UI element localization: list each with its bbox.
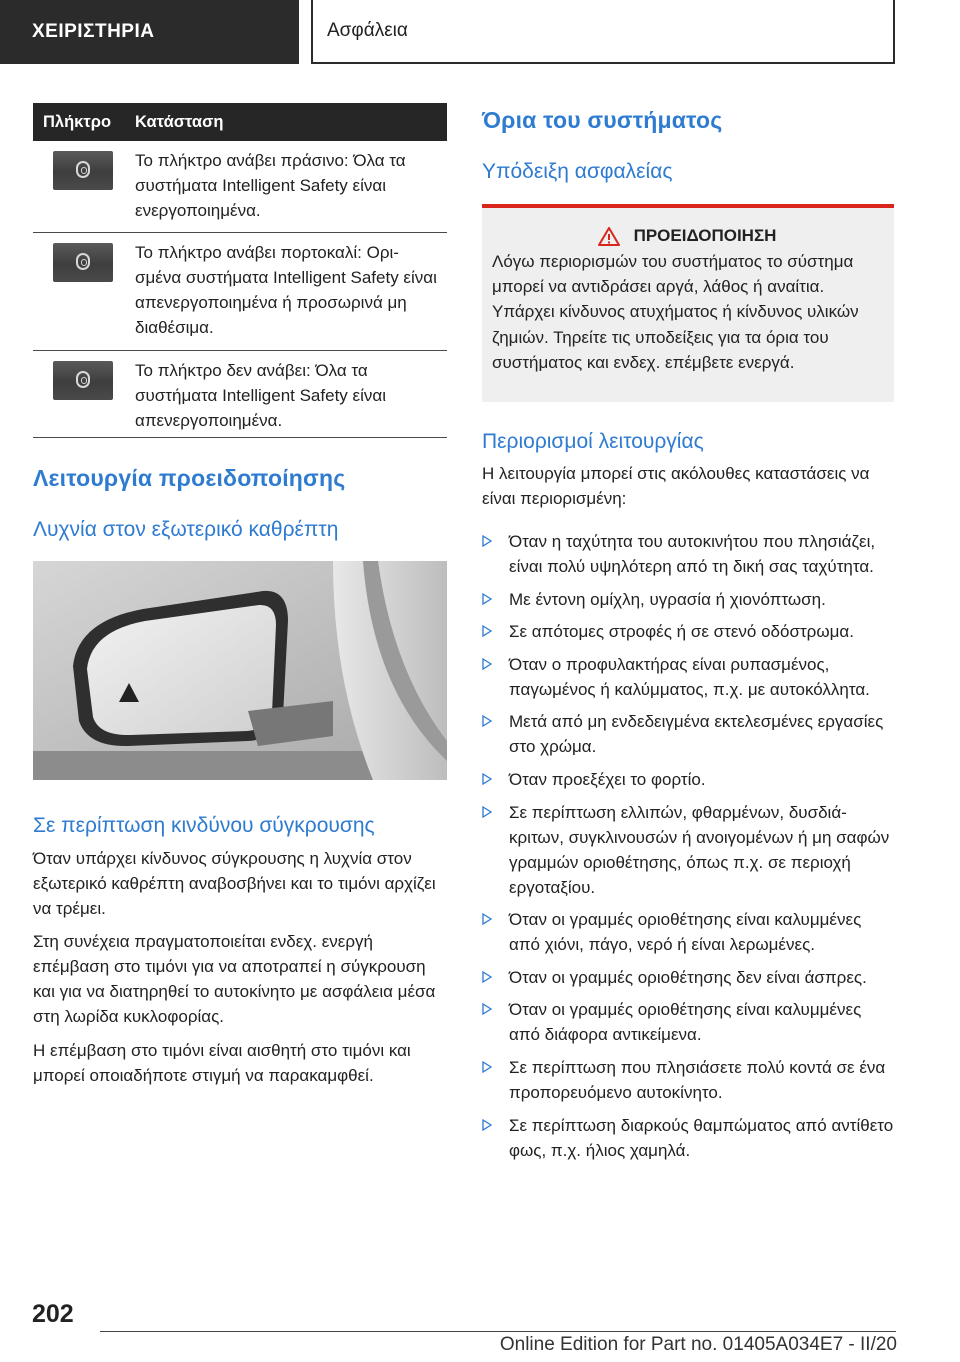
button-status-table [33,103,447,438]
list-item-text: Όταν οι γραμμές οριοθέτησης είναι καλυμμένες από διάφορα αντικείμενα. [509,1000,862,1045]
list-item-text: Σε περίπτωση ελλιπών, φθαρμένων, δυσδιάκριτων, συγκλινουσών ή ανοιγομένων ή μη σαφών γραμμών οριοθέτησης, όπως π.χ. σε περιοχή εργοταξίου. [509,802,890,897]
footer-divider [100,1331,896,1332]
bullet-triangle-icon [482,1061,492,1073]
list-item-text: Όταν η ταχύτητα του αυτοκινήτου που πλησιάζει, είναι πολύ υψηλότερη από τη δική σας ταχύτητα. [509,532,876,576]
heading-collision-risk: Σε περίπτωση κινδύνου σύγκρουσης [33,814,375,837]
safety-button-icon [53,361,113,400]
list-item-text: Σε περίπτωση που πλησιάσετε πολύ κοντά σε ένα προπορευόμενο αυτοκίνητο. [509,1057,886,1102]
paragraph-collision-2: Στη συνέχεια πραγματοποιείται ενδεχ. ενεργή επέμβαση στο τιμόνι για να αποτραπεί η σύγκρουση και για να διατηρηθεί το αυτοκίνητο με ασφάλεια μέσα στη λωρίδα κυκλοφορίας. [33,932,436,1026]
list-item-text: Όταν προεξέχει το φορτίο. [509,769,706,789]
list-item [482,767,896,792]
list-item [482,619,896,644]
list-item [482,709,896,759]
table-header [33,103,447,141]
bullet-triangle-icon [482,535,492,547]
bullet-triangle-icon [482,773,492,785]
list-item-text: Όταν οι γραμμές οριοθέτησης είναι καλυμμένες από χιόνι, πάγο, νερό ή είναι λερωμένες. [509,910,862,955]
table-row [33,141,447,233]
list-item [482,652,896,702]
warning-text: Λόγω περιορισμών του συστήματος το σύστημα μπορεί να αντιδράσει αργά, λάθος ή αναίτια. Υπάρχει κίνδυνος ατυχήματος ή κίνδυνος υλικών ζημιών. Τηρείτε τις υποδείξεις για τα όρια του συστήματος και ενδεχ. επέμβετε ενεργά. [492,252,859,372]
heading-safety-note: Υπόδειξη ασφαλείας [482,160,673,183]
bullet-triangle-icon [482,913,492,925]
list-item-text: Όταν ο προφυλακτήρας είναι ρυπασμένος, παγωμένος ή καλύμματος, π.χ. με αυτοκόλλητα. [509,654,870,699]
list-item [482,529,896,579]
list-item [482,907,896,957]
safety-button-icon [53,243,113,282]
side-mirror-image [33,561,447,780]
paragraph-collision-1: Όταν υπάρχει κίνδυνος σύγκρουσης η λυχνία στον εξωτερικό καθρέπτη αναβοσβήνει και το τιμόνι αρχίζει να τρέμει. [33,849,436,918]
bullet-triangle-icon [482,971,492,983]
paragraph-collision-3: Η επέμβαση στο τιμόνι είναι αισθητή στο τιμόνι και μπορεί οποιαδήποτε στιγμή να παρακαμφθεί. [33,1041,411,1085]
warning-triangle-icon [598,227,620,246]
edition-note: Online Edition for Part no. 01405A034E7 - II/20 [499,1334,897,1355]
heading-system-limits: Όρια του συστήματος [482,107,723,133]
section-title: ΧΕΙΡΙΣΤΗΡΙΑ [32,21,155,42]
status-text: Το πλήκτρο ανάβει πράσινο: Όλα τα συστήματα Intelligent Safety είναι ενεργοποιημένα. [135,151,406,220]
list-item [482,965,896,990]
bullet-triangle-icon [482,1003,492,1015]
list-item [482,997,896,1047]
column-header-status: Κατάσταση [135,112,224,131]
list-item [482,587,896,612]
list-item [482,1055,896,1105]
section-tab [0,0,299,64]
chapter-title: Ασφάλεια [327,20,408,41]
page-number: 202 [32,1300,74,1328]
heading-function-limits: Περιορισμοί λειτουργίας [482,430,704,453]
list-item [482,800,896,900]
status-text: Το πλήκτρο ανάβει πορτοκαλί: Ορισμένα συστήματα Intelligent Safety είναι απενεργοποιημένα ή προσωρινά μη διαθέσιμα. [135,243,437,337]
list-item-text: Σε απότομες στροφές ή σε στενό οδόστρωμα. [509,622,854,642]
limits-list [482,529,896,1170]
table-row [33,351,447,438]
bullet-triangle-icon [482,1119,492,1131]
status-text: Το πλήκτρο δεν ανάβει: Όλα τα συστήματα Intelligent Safety είναι απενεργοποιημένα. [135,361,386,430]
list-item-text: Σε περίπτωση διαρκούς θαμπώματος από αντίθετο φως, π.χ. ήλιος χαμηλά. [509,1115,894,1160]
paragraph-limits-intro: Η λειτουργία μπορεί στις ακόλουθες καταστάσεις να είναι περιορισμένη: [482,464,870,508]
bullet-triangle-icon [482,625,492,637]
heading-mirror-lamp: Λυχνία στον εξωτερικό καθρέπτη [33,518,339,541]
bullet-triangle-icon [482,593,492,605]
column-header-button: Πλήκτρο [43,112,112,131]
list-item [482,1113,896,1163]
list-item-text: Με έντονη ομίχλη, υγρασία ή χιονόπτωση. [509,589,826,609]
bullet-triangle-icon [482,715,492,727]
list-item-text: Μετά από μη ενδεδειγμένα εκτελεσμένες εργασίες στο χρώμα. [509,712,884,757]
warning-box [482,204,894,402]
list-item-text: Όταν οι γραμμές οριοθέτησης δεν είναι άσπρες. [509,967,867,987]
table-row [33,233,447,351]
warning-title: ΠΡΟΕΙΔΟΠΟΙΗΣΗ [633,226,777,245]
heading-warning-function: Λειτουργία προειδοποίησης [33,465,346,491]
chapter-tab [311,0,895,64]
safety-button-icon [53,151,113,190]
bullet-triangle-icon [482,658,492,670]
bullet-triangle-icon [482,806,492,818]
